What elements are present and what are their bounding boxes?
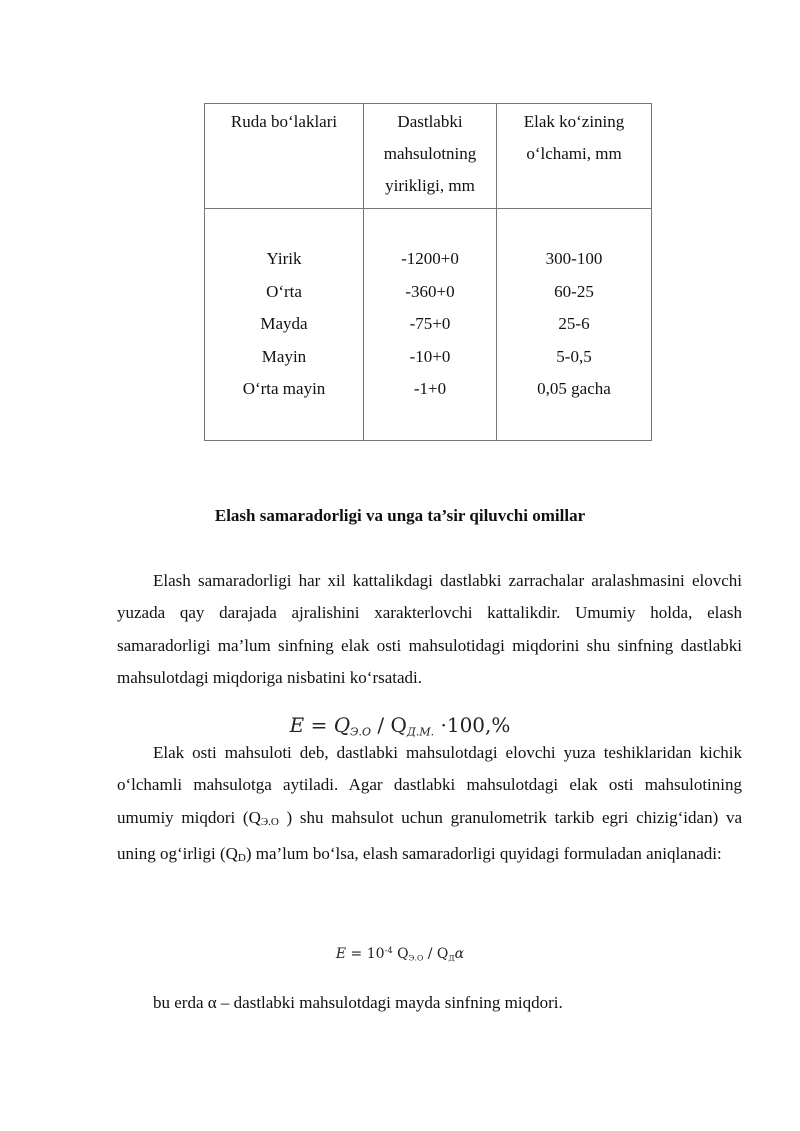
formula-symbol: / Q [423,946,449,963]
paragraph-text: Elak osti mahsuloti deb, dastlabki mahsulotdagi elovchi yuza teshiklaridan kichik o‘lchamli mahsulotga aytiladi. Agar dastlabki mahsulotdagi elak osti mahsulotining umumiy miqdori (Q [117,743,742,827]
header-line: yirikligi, mm [385,176,475,195]
paragraph-subscript: Э.O [260,815,279,828]
table-cell: -75+0 [409,314,451,333]
paragraph-alpha-definition: bu erda α – dastlabki mahsulotdagi mayda sinfning miqdori. [153,993,563,1012]
formula-symbol: = 10 [346,946,385,963]
formula-symbol: Q [392,946,409,963]
table-cell: O‘rta [266,281,302,301]
formula-subscript: Э.О [408,953,424,963]
header-line: o‘lchami, mm [526,144,622,163]
table-cell: -360+0 [405,281,455,301]
column-sieve-mesh [497,209,652,441]
header-sieve-mesh [497,104,652,209]
paragraph-efficiency-definition: Elash samaradorligi har xil kattalikdagi dastlabki zarrachalar aralashmasini elovchi yuzada qay darajada ajralishini xarakterlovchi kattalikdir. Umumiy holda, elash samaradorligi ma’lum sinfning elak osti mahsulotidagi miqdorini shu sinfning dastlabki mahsulotdagi miqdoriga nisbatini ko‘rsatadi. [117,571,742,687]
table-body-row [205,209,652,441]
table-cell: 0,05 gacha [537,379,611,398]
formula-symbol: Q [390,713,407,737]
table-cell: O‘rta mayin [242,379,326,398]
header-ore-pieces [205,104,364,209]
table-cell: -1+0 [413,379,447,398]
formula-symbol: / [371,713,391,737]
section-heading: Elash samaradorligi va unga ta’sir qiluvchi omillar [214,506,586,525]
paragraph-text: ) ma’lum bo‘lsa, elash samaradorligi quyidagi formuladan aniqlanadi: [245,843,722,863]
formula-efficiency [0,713,800,738]
formula-symbol: E [289,713,305,737]
header-line: Elak ko‘zining [523,112,625,131]
formula-subscript: Д.М. [406,725,435,739]
column-initial-size [364,209,497,441]
table-cell: -1200+0 [401,249,459,268]
formula-symbol: E [335,946,347,963]
table-cell: -10+0 [409,346,451,366]
paragraph-undersize-product [117,737,742,874]
paragraph-text: ) shu mahsulot uchun granulometrik tarkib egri chizig‘idan) va uning og‘irligi (Q [117,807,742,863]
formula-symbol: α [454,946,465,963]
table-cell: Mayin [261,346,307,366]
table-header-row [205,104,652,209]
table-cell: 5-0,5 [556,346,592,366]
table-cell: 300-100 [545,249,603,268]
header-line: mahsulotning [383,144,477,163]
formula-symbol: ·100,% [434,713,511,737]
formula-symbol: Q [333,713,351,737]
table-cell: Mayda [260,314,308,333]
formula-superscript: -4 [384,945,393,955]
header-line: Ruda bo‘laklari [230,112,338,131]
table-cell: 25-6 [558,314,590,333]
header-initial-size [364,104,497,209]
column-ore-pieces [205,209,364,441]
table-cell: 60-25 [554,281,594,301]
formula-subscript: Э.О [350,725,372,739]
formula-symbol: = [304,713,334,737]
paragraph-subscript: D [237,851,246,864]
header-line: Dastlabki [397,112,463,131]
formula-subscript: Д [448,953,455,963]
grain-size-table [204,103,652,441]
formula-efficiency-alt [0,945,800,962]
table-cell: Yirik [266,249,302,268]
